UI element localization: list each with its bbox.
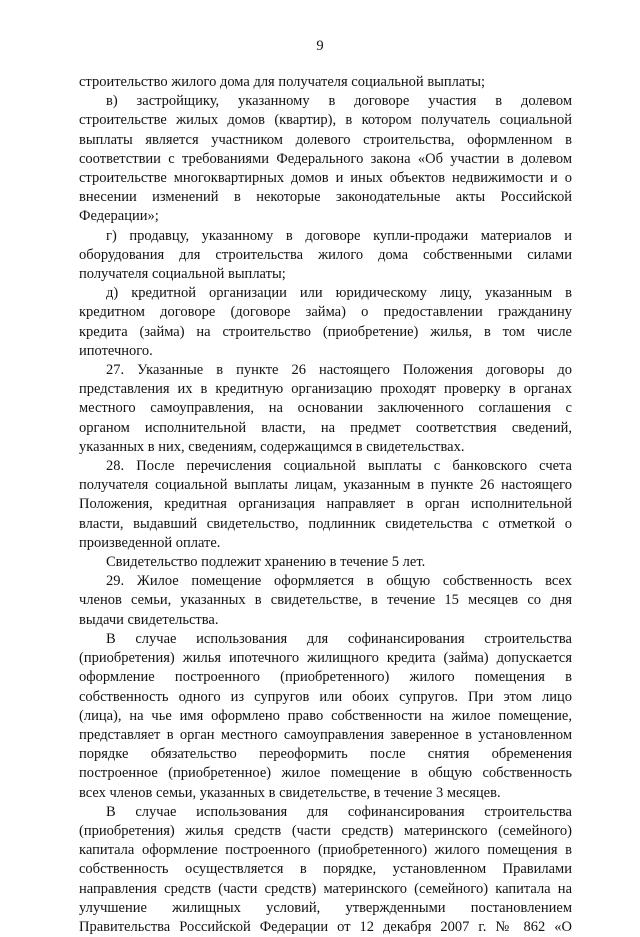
text-line: (приобретения) жилья средств (части средств) материнского (семейного) <box>79 822 572 839</box>
text-line: построенное (приобретенное) жилое помещение в общую собственность <box>79 765 572 782</box>
text-line: кредита (займа) на строительство (приобретение) жилья, в том числе <box>79 323 572 340</box>
text-line: В случае использования для софинансирования строительства <box>106 630 572 647</box>
text-line: в) застройщику, указанному в договоре участия в долевом <box>106 93 572 110</box>
page-number: 9 <box>316 38 324 54</box>
text-line: 28. После перечисления социальной выплаты с банковского счета <box>106 458 572 475</box>
text-line: порядке обязательство переоформить после снятия обременения <box>79 746 572 763</box>
text-line: Правительства Российской Федерации от 12 декабря 2007 г. № 862 «О <box>79 918 572 935</box>
text-line: направления средств (части средств) материнского (семейного) капитала на <box>79 880 572 897</box>
text-line: 29. Жилое помещение оформляется в общую собственность всех <box>106 573 572 590</box>
text-line: внесении изменений в некоторые законодательные акты Российской <box>79 189 572 206</box>
text-line: соответствии с требованиями Федерального закона «Об участии в долевом <box>79 150 572 167</box>
text-line: указанных в них, сведениям, содержащимся в свидетельствах. <box>79 438 465 455</box>
text-line: строительство жилого дома для получателя социальной выплаты; <box>79 74 486 90</box>
text-line: получателя социальной выплаты; <box>79 266 286 283</box>
text-line: В случае использования для софинансирования строительства <box>106 803 572 820</box>
text-line: оборудования для строительства жилого дома собственными силами <box>79 246 572 263</box>
text-line: Свидетельство подлежит хранению в течение 5 лет. <box>106 554 426 571</box>
text-line: выплаты является участником долевого строительства, оформленном в <box>79 131 572 148</box>
text-line: д) кредитной организации или юридическому лицу, указанным в <box>106 285 572 302</box>
text-line: местного самоуправления, на основании заключенного соглашения с <box>79 400 572 417</box>
text-line: членов семьи, указанных в свидетельстве, в течение 15 месяцев со дня <box>79 592 572 609</box>
text-line: г) продавцу, указанному в договоре купли-продажи материалов и <box>106 227 572 244</box>
text-line: ипотечного. <box>79 342 153 359</box>
text-line: кредитном договоре (договоре займа) о предоставлении гражданину <box>79 304 572 321</box>
text-line: строительстве жилых домов (квартир), в котором получатель социальной <box>79 112 572 129</box>
text-line: строительстве многоквартирных домов и иных объектов недвижимости и о <box>79 170 572 187</box>
text-line: собственность осуществляется в порядке, установленном Правилами <box>79 861 572 878</box>
text-line: произведенной оплате. <box>79 534 221 551</box>
text-line: Федерации»; <box>79 208 159 225</box>
text-line: представляет в орган местного самоуправления заверенное в установленном <box>79 726 572 743</box>
text-line: Положения, кредитная организация направляет в орган исполнительной <box>79 496 572 513</box>
text-line: 27. Указанные в пункте 26 настоящего Положения договоры до <box>106 362 572 379</box>
text-line: (лица), на чье имя оформлено право собственности на жилое помещение, <box>79 707 572 724</box>
text-line: представления их в кредитную организацию проходят проверку в органах <box>79 381 572 398</box>
text-line: выдачи свидетельства. <box>79 611 219 628</box>
text-line: (приобретения) жилья ипотечного жилищного кредита (займа) допускается <box>79 650 572 667</box>
text-line: улучшение жилищных условий, утвержденными постановлением <box>79 899 572 916</box>
text-line: получателя социальной выплаты лицам, указанным в пункте 26 настоящего <box>79 477 572 494</box>
text-line: всех членов семьи, указанных в свидетельстве, в течение 3 месяцев. <box>79 784 501 801</box>
text-line: органом исполнительной власти, на предмет соответствия сведений, <box>79 419 572 436</box>
document-body <box>79 73 572 937</box>
text-line: власти, выдавший свидетельство, подлинник свидетельства с отметкой о <box>79 515 572 532</box>
text-line: оформление построенного (приобретенного) жилого помещения в <box>79 669 572 686</box>
text-line: собственность одного из супругов или обоих супругов. При этом лицо <box>79 688 572 705</box>
text-line: капитала оформление построенного (приобретенного) жилого помещения в <box>79 842 572 859</box>
